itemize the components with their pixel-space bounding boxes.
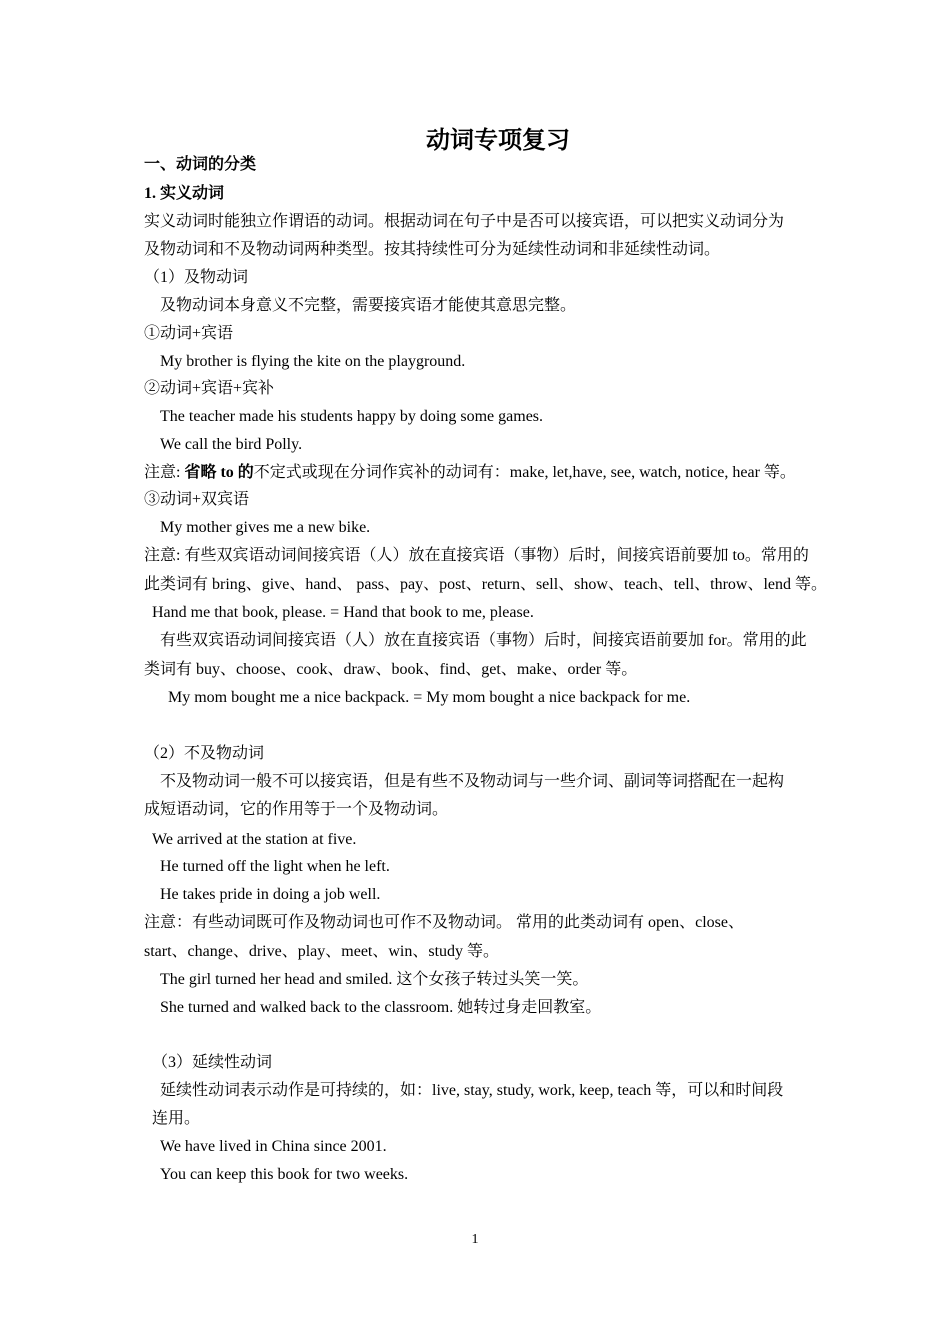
paragraph-line: 连用。 — [152, 1110, 201, 1127]
note-line: 类词有 buy、choose、cook、draw、book、find、get、make、order 等。 — [144, 661, 638, 678]
paragraph-line: 延续性动词表示动作是可持续的，如：live, stay, study, work, keep, teach 等，可以和时间段 — [160, 1082, 784, 1099]
example-sentence: He turned off the light when he left. — [160, 858, 390, 875]
subsection-heading: （2）不及物动词 — [144, 745, 265, 762]
paragraph-line: 及物动词本身意义不完整，需要接宾语才能使其意思完整。 — [160, 297, 577, 314]
pattern-heading: ②动词+宾语+宾补 — [144, 380, 275, 397]
subsection-heading: 1. 实义动词 — [144, 185, 225, 202]
note-bold-text: 省略 to 的 — [184, 464, 254, 481]
paragraph-line: 成短语动词，它的作用等于一个及物动词。 — [144, 801, 449, 818]
example-sentence: My mother gives me a new bike. — [160, 519, 371, 536]
example-sentence: We call the bird Polly. — [160, 436, 303, 453]
page-title: 动词专项复习 — [426, 126, 570, 154]
note-line: 注意: 有些双宾语动词间接宾语（人）放在直接宾语（事物）后时，间接宾语前要加 to。常用的 — [144, 547, 809, 564]
note-line — [144, 463, 796, 483]
paragraph-line: 不及物动词一般不可以接宾语，但是有些不及物动词与一些介词、副词等词搭配在一起构 — [160, 773, 785, 790]
section-heading: 一、动词的分类 — [144, 156, 257, 173]
pattern-heading: ③动词+双宾语 — [144, 491, 250, 508]
example-sentence: We arrived at the station at five. — [152, 831, 357, 848]
subsection-heading: （3）延续性动词 — [152, 1054, 273, 1071]
example-sentence: My brother is flying the kite on the playground. — [160, 353, 466, 370]
note-line: 有些双宾语动词间接宾语（人）放在直接宾语（事物）后时，间接宾语前要加 for。常用的此 — [160, 632, 807, 649]
subsection-heading: （1）及物动词 — [144, 269, 249, 286]
note-line: 注意：有些动词既可作及物动词也可作不及物动词。 常用的此类动词有 open、close、 — [144, 914, 744, 931]
paragraph-line: 及物动词和不及物动词两种类型。按其持续性可分为延续性动词和非延续性动词。 — [144, 241, 721, 258]
example-sentence: He takes pride in doing a job well. — [160, 886, 381, 903]
example-sentence: She turned and walked back to the classroom. 她转过身走回教室。 — [160, 999, 602, 1016]
page-number: 1 — [471, 1232, 479, 1247]
paragraph-line: 实义动词时能独立作谓语的动词。根据动词在句子中是否可以接宾语，可以把实义动词分为 — [144, 213, 785, 230]
note-text: 不定式或现在分词作宾补的动词有：make, let,have, see, watch, notice, hear 等。 — [253, 464, 796, 481]
example-sentence: Hand me that book, please. = Hand that book to me, please. — [152, 604, 534, 621]
pattern-heading: ①动词+宾语 — [144, 325, 234, 342]
note-prefix: 注意: — [144, 464, 185, 481]
example-sentence: The girl turned her head and smiled. 这个女孩子转过头笑一笑。 — [160, 971, 589, 988]
note-line: 此类词有 bring、give、hand、 pass、pay、post、return、sell、show、teach、tell、throw、lend 等。 — [144, 576, 828, 593]
example-sentence: The teacher made his students happy by doing some games. — [160, 408, 544, 425]
example-sentence: My mom bought me a nice backpack. = My mom bought a nice backpack for me. — [168, 689, 691, 706]
example-sentence: We have lived in China since 2001. — [160, 1138, 387, 1155]
example-sentence: You can keep this book for two weeks. — [160, 1166, 409, 1183]
note-line: start、change、drive、play、meet、win、study 等。 — [144, 943, 500, 960]
